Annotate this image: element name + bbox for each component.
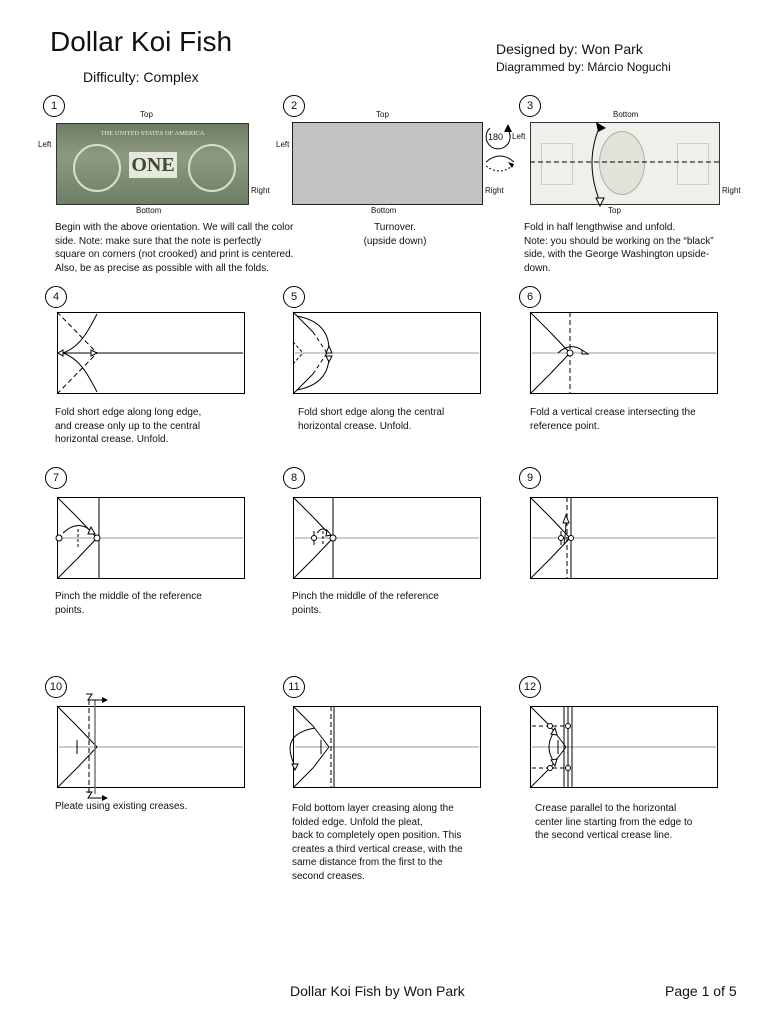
fold-diagram (530, 497, 718, 579)
fold-diagram (57, 312, 245, 394)
fold-diagram (530, 312, 718, 394)
label-left: Left (38, 140, 52, 149)
great-seal-eagle-icon (188, 144, 236, 192)
step-caption: Fold short edge along long edge, and crease only up to the central horizontal crease. Unfold. (55, 407, 202, 445)
label-right: Right (722, 186, 741, 195)
step-number: 12 (519, 676, 541, 698)
rotate-180-icon (482, 120, 518, 180)
step-caption: Begin with the above orientation. We will call the color side. Note: make sure that the note is perfectly square on corners (not crooked) and print is centered. Also, be as precise as possible with all the folds. (55, 222, 294, 274)
label-bottom: Top (608, 206, 621, 215)
difficulty-label: Difficulty: Complex (83, 69, 199, 85)
step-number: 11 (283, 676, 305, 698)
step-number: 2 (283, 95, 305, 117)
great-seal-pyramid-icon (73, 144, 121, 192)
pleat-arrow-icon (82, 690, 112, 706)
label-right: Right (485, 186, 504, 195)
step-caption: Fold short edge along the central horizontal crease. Unfold. (298, 407, 445, 432)
step-number: 6 (519, 286, 541, 308)
rotation-label: 180 (488, 132, 504, 142)
step-caption: Fold bottom layer creasing along the folded edge. Unfold the pleat, back to completely open position. This creates a third vertical crease, with the same distance from the first to the second creases. (292, 803, 463, 882)
label-bottom: Bottom (136, 206, 162, 215)
step-number: 3 (519, 95, 541, 117)
step-caption: Turnover. (upside down) (363, 222, 427, 247)
step-number: 7 (45, 467, 67, 489)
label-right: Right (251, 186, 270, 195)
step-number: 10 (45, 676, 67, 698)
step-caption: Crease parallel to the horizontal center line starting from the edge to the second vertical crease line. (535, 803, 693, 841)
fold-diagram (57, 706, 245, 788)
footer-credit: Dollar Koi Fish by Won Park (290, 983, 465, 999)
fold-diagram (530, 706, 718, 788)
step-number: 5 (283, 286, 305, 308)
step-number: 9 (519, 467, 541, 489)
step-number: 8 (283, 467, 305, 489)
step-caption: Fold a vertical crease intersecting the reference point. (530, 407, 696, 432)
diagrammed-by: Diagrammed by: Márcio Noguchi (496, 60, 671, 74)
fold-diagram (293, 706, 481, 788)
step-caption: Pinch the middle of the reference points. (292, 591, 439, 616)
label-bottom: Bottom (371, 206, 397, 215)
fold-diagram (293, 497, 481, 579)
label-left: Left (276, 140, 290, 149)
step-caption: Pleate using existing creases. (55, 801, 188, 812)
bill-back-grey (292, 122, 483, 205)
bill-banner: THE UNITED STATES OF AMERICA (100, 130, 205, 137)
step-caption: Pinch the middle of the reference points. (55, 591, 202, 616)
label-top: Top (376, 110, 389, 119)
step-number: 4 (45, 286, 67, 308)
fold-diagram (57, 497, 245, 579)
designed-by: Designed by: Won Park (496, 41, 643, 57)
fold-diagram (528, 118, 722, 210)
page-title: Dollar Koi Fish (50, 26, 233, 57)
step-number: 1 (43, 95, 65, 117)
label-left: Left (512, 132, 526, 141)
page-number: Page 1 of 5 (665, 983, 737, 999)
label-top: Top (140, 110, 153, 119)
dollar-bill-front (56, 123, 249, 205)
fold-diagram (293, 312, 481, 394)
label-top: Bottom (613, 110, 639, 119)
bill-one-word: ONE (129, 152, 177, 178)
step-caption: Fold in half lengthwise and unfold. Note: you should be working on the “black” side, with the George Washington upside- down. (524, 222, 714, 274)
